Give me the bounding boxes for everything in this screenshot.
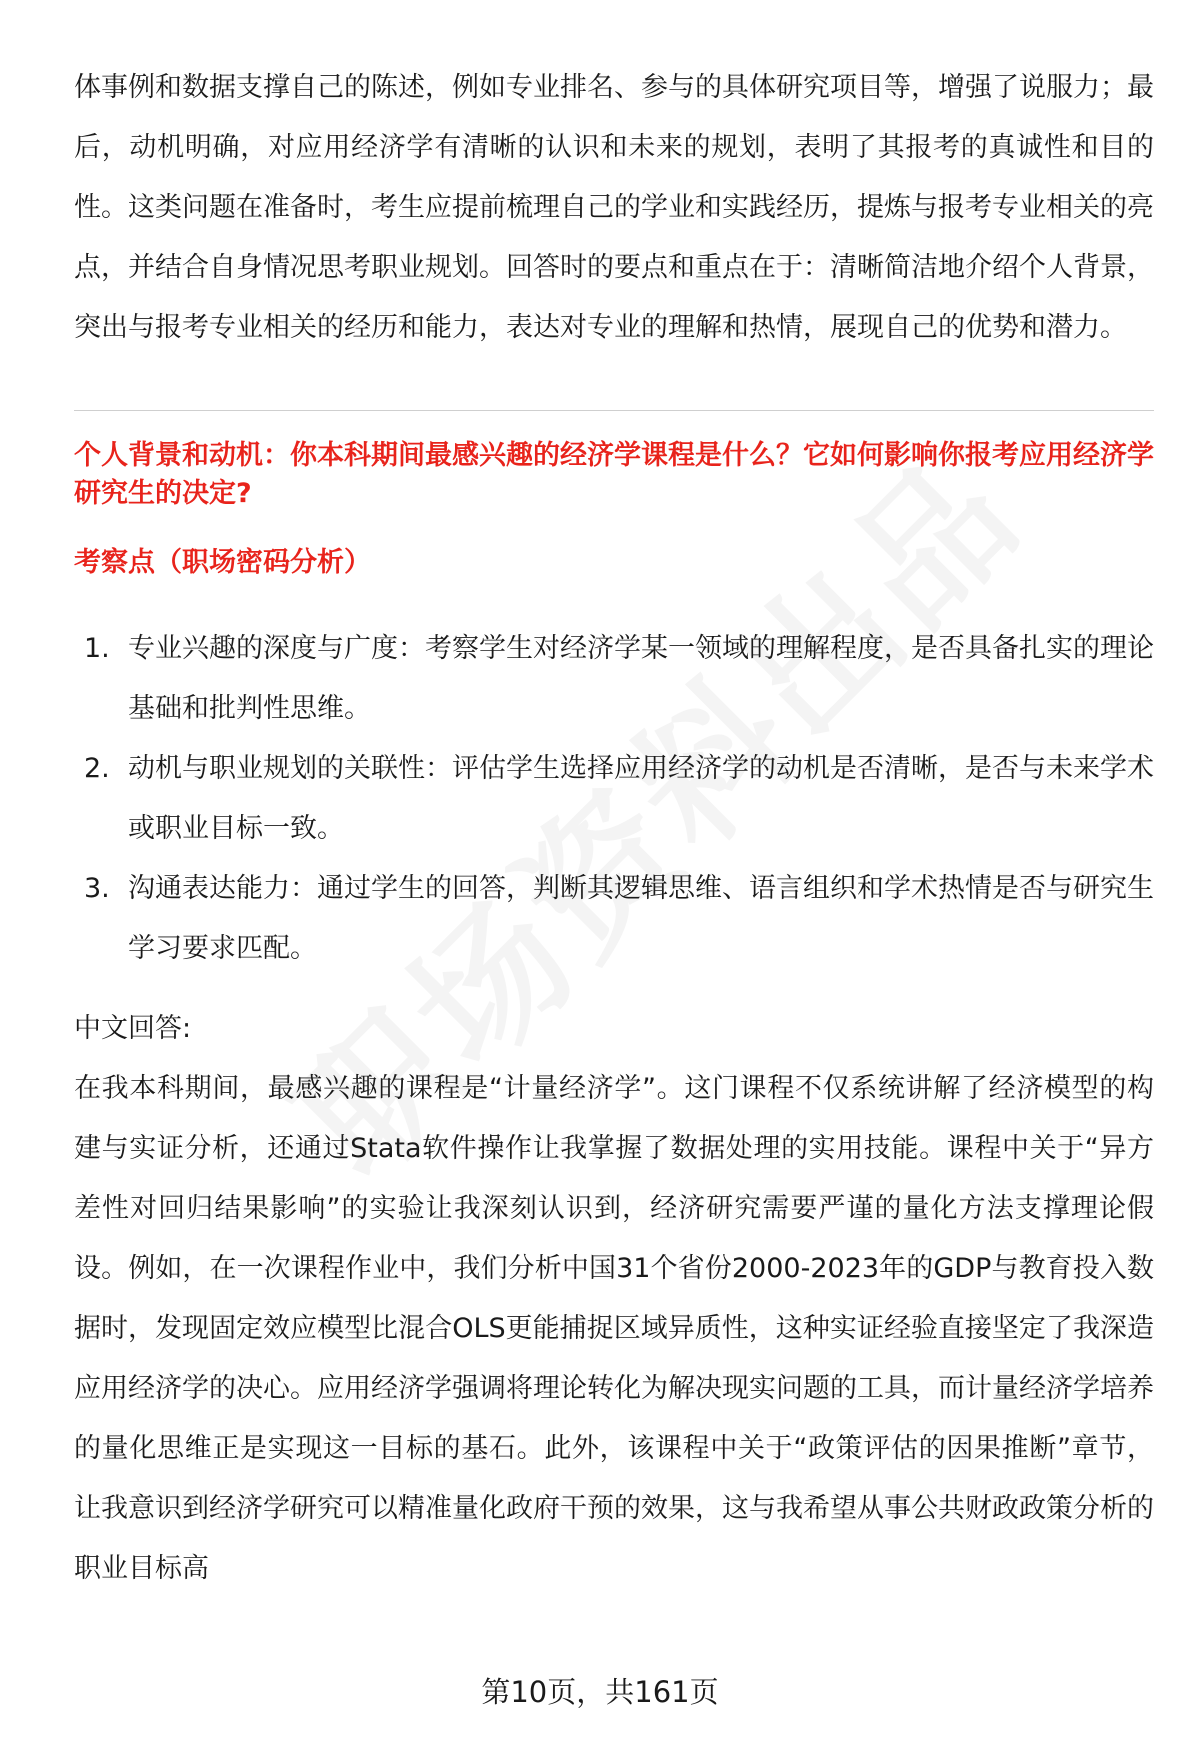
section-divider xyxy=(74,410,1154,411)
page-footer: 第10页，共161页 xyxy=(481,1675,719,1709)
assessment-point xyxy=(74,859,1154,979)
question-heading: 个人背景和动机：你本科期间最感兴趣的经济学课程是什么？它如何影响你报考应用经济学研究生的决定? xyxy=(74,440,1154,509)
point-text: 动机与职业规划的关联性：评估学生选择应用经济学的动机是否清晰，是否与未来学术或职业目标一致。 xyxy=(128,753,1154,844)
point-text: 专业兴趣的深度与广度：考察学生对经济学某一领域的理解程度，是否具备扎实的理论基础和批判性思维。 xyxy=(128,633,1154,724)
point-text: 沟通表达能力：通过学生的回答，判断其逻辑思维、语言组织和学术热情是否与研究生学习要求匹配。 xyxy=(128,873,1154,964)
point-number: 2. xyxy=(84,753,110,784)
point-number: 3. xyxy=(84,873,110,904)
answer-label: 中文回答: xyxy=(74,1013,192,1044)
assessment-heading: 考察点（职场密码分析） xyxy=(74,547,371,578)
answer-paragraph: 在我本科期间，最感兴趣的课程是“计量经济学”。这门课程不仅系统讲解了经济模型的构建与实证分析，还通过Stata软件操作让我掌握了数据处理的实用技能。课程中关于“异方差性对回归结果影响”的实验让我深刻认识到，经济研究需要严谨的量化方法支撑理论假设。例如，在一次课程作业中，我们分析中国31个省份2000-2023年的GDP与教育投入数据时，发现固定效应模型比混合OLS更能捕捉区域异质性，这种实证经验直接坚定了我深造应用经济学的决心。应用经济学强调将理论转化为解决现实问题的工具，而计量经济学培养的量化思维正是实现这一目标的基石。此外，该课程中关于“政策评估的因果推断”章节，让我意识到经济学研究可以精准量化政府干预的效果，这与我希望从事公共财政政策分析的职业目标高 xyxy=(74,1073,1154,1584)
assessment-point xyxy=(74,619,1154,739)
assessment-points-list xyxy=(74,619,1154,979)
intro-paragraph: 体事例和数据支撑自己的陈述，例如专业排名、参与的具体研究项目等，增强了说服力；最后，动机明确，对应用经济学有清晰的认识和未来的规划，表明了其报考的真诚性和目的性。这类问题在准备时，考生应提前梳理自己的学业和实践经历，提炼与报考专业相关的亮点，并结合自身情况思考职业规划。回答时的要点和重点在于：清晰简洁地介绍个人背景，突出与报考专业相关的经历和能力，表达对专业的理解和热情，展现自己的优势和潜力。 xyxy=(74,72,1154,343)
assessment-point xyxy=(74,739,1154,859)
document-page xyxy=(74,58,1154,1599)
point-number: 1. xyxy=(84,633,110,664)
